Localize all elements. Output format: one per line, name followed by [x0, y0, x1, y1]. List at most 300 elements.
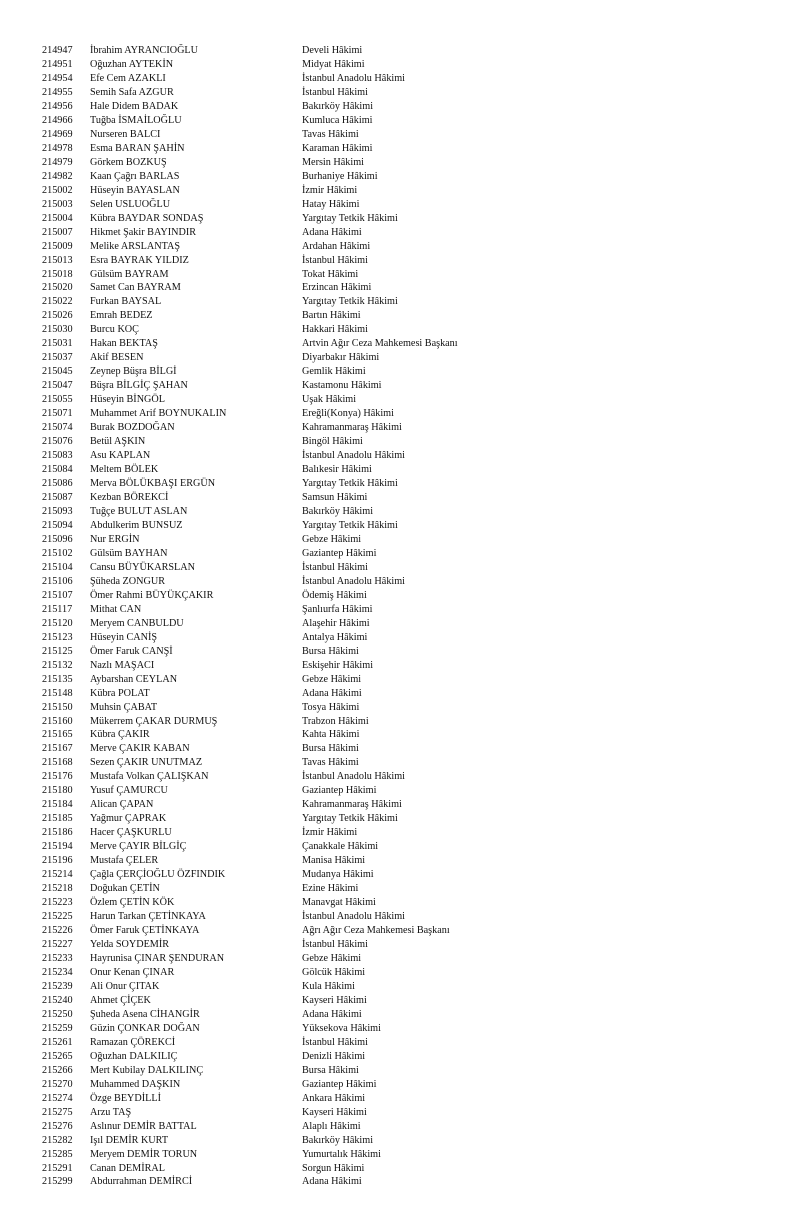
list-row: [0, 477, 798, 491]
list-row: [0, 184, 798, 198]
list-row: [0, 114, 798, 128]
assigned-position: Denizli Hâkimi: [302, 1050, 366, 1062]
list-row: [0, 812, 798, 826]
registry-number: 214951: [42, 58, 73, 70]
list-row: [0, 281, 798, 295]
assigned-position: Tosya Hâkimi: [302, 701, 360, 713]
assigned-position: Gölcük Hâkimi: [302, 966, 366, 978]
assigned-position: Tokat Hâkimi: [302, 268, 359, 280]
registry-number: 215009: [42, 240, 73, 252]
assigned-position: İstanbul Hâkimi: [302, 939, 368, 950]
assigned-position: Yargıtay Tetkik Hâkimi: [302, 212, 398, 224]
person-name: Tuğçe BULUT ASLAN: [90, 505, 188, 517]
list-row: [0, 379, 798, 393]
registry-number: 215186: [42, 827, 73, 839]
list-row: [0, 1162, 798, 1176]
person-name: Burcu KOÇ: [90, 324, 139, 336]
assigned-position: Bursa Hâkimi: [302, 645, 359, 657]
person-name: Ali Onur ÇITAK: [90, 980, 160, 992]
person-name: Yusuf ÇAMURCU: [90, 785, 168, 797]
registry-number: 215123: [42, 631, 73, 643]
person-name: Işıl DEMİR KURT: [90, 1134, 169, 1146]
registry-number: 215259: [42, 1022, 73, 1034]
registry-number: 214966: [42, 114, 73, 126]
registry-number: 215026: [42, 310, 73, 322]
person-name: Hikmet Şakir BAYINDIR: [90, 226, 197, 238]
list-row: [0, 505, 798, 519]
list-row: [0, 561, 798, 575]
registry-number: 215055: [42, 394, 73, 406]
list-row: [0, 784, 798, 798]
assigned-position: Ödemiş Hâkimi: [302, 589, 367, 601]
person-name: Gülsüm BAYHAN: [90, 547, 168, 559]
person-name: Canan DEMİRAL: [90, 1162, 165, 1174]
list-row: [0, 575, 798, 589]
registry-number: 215007: [42, 226, 73, 238]
person-name: Ahmet ÇİÇEK: [90, 994, 151, 1006]
registry-number: 214956: [42, 100, 73, 112]
person-name: Furkan BAYSAL: [90, 296, 162, 308]
list-row: [0, 1120, 798, 1134]
assigned-position: Diyarbakır Hâkimi: [302, 352, 380, 364]
assigned-position: Kayseri Hâkimi: [302, 1106, 367, 1118]
registry-number: 215150: [42, 701, 73, 713]
assigned-position: Yumurtalık Hâkimi: [302, 1148, 381, 1160]
list-row: [0, 589, 798, 603]
person-name: Görkem BOZKUŞ: [90, 156, 167, 168]
list-row: [0, 896, 798, 910]
list-row: [0, 1078, 798, 1092]
assigned-position: Gaziantep Hâkimi: [302, 1078, 377, 1090]
list-row: [0, 728, 798, 742]
assigned-position: Karaman Hâkimi: [302, 142, 373, 154]
list-row: [0, 868, 798, 882]
registry-number: 215218: [42, 883, 73, 895]
assigned-position: Antalya Hâkimi: [302, 631, 368, 643]
list-row: [0, 72, 798, 86]
assigned-position: İzmir Hâkimi: [302, 827, 358, 839]
registry-number: 215104: [42, 561, 73, 573]
registry-number: 215135: [42, 673, 73, 685]
list-row: [0, 938, 798, 952]
person-name: Hacer ÇAŞKURLU: [90, 827, 172, 839]
assigned-position: Gaziantep Hâkimi: [302, 547, 377, 559]
list-row: [0, 645, 798, 659]
list-row: [0, 1134, 798, 1148]
assigned-position: İzmir Hâkimi: [302, 184, 358, 196]
assigned-position: Develi Hâkimi: [302, 45, 363, 56]
person-name: Muhammed DAŞKIN: [90, 1078, 181, 1090]
person-name: Hüseyin BAYASLAN: [90, 184, 180, 196]
list-row: [0, 226, 798, 240]
assigned-position: Çanakkale Hâkimi: [302, 841, 379, 853]
person-name: Semih Safa AZGUR: [90, 86, 174, 98]
assigned-position: Bakırköy Hâkimi: [302, 100, 374, 112]
person-name: Özge BEYDİLLİ: [90, 1092, 162, 1104]
person-name: Mustafa ÇELER: [90, 855, 159, 867]
list-row: [0, 309, 798, 323]
person-name: Akif BESEN: [90, 352, 144, 364]
registry-number: 215030: [42, 324, 73, 336]
assigned-position: Ağrı Ağır Ceza Mahkemesi Başkanı: [302, 925, 450, 937]
person-name: Nazlı MAŞACI: [90, 659, 155, 671]
assigned-position: Ezine Hâkimi: [302, 883, 359, 895]
registry-number: 214954: [42, 72, 73, 84]
registry-number: 215265: [42, 1050, 73, 1062]
person-name: Büşra BİLGİÇ ŞAHAN: [90, 380, 188, 392]
assigned-position: İstanbul Anadolu Hâkimi: [302, 575, 405, 587]
person-name: Esra BAYRAK YILDIZ: [90, 254, 189, 266]
person-name: Muhsin ÇABAT: [90, 701, 158, 713]
assigned-position: İstanbul Hâkimi: [302, 86, 368, 98]
registry-number: 215074: [42, 422, 73, 434]
list-row: [0, 351, 798, 365]
list-row: [0, 924, 798, 938]
person-name: Hale Didem BADAK: [90, 100, 179, 112]
registry-number: 215168: [42, 757, 73, 769]
registry-number: 215285: [42, 1148, 73, 1160]
assigned-position: Mudanya Hâkimi: [302, 869, 374, 881]
list-row: [0, 86, 798, 100]
list-row: [0, 770, 798, 784]
assigned-position: Ereğli(Konya) Hâkimi: [302, 408, 394, 420]
assigned-position: Hatay Hâkimi: [302, 198, 360, 210]
list-row: [0, 254, 798, 268]
registry-number: 215223: [42, 897, 73, 909]
person-name: Gülsüm BAYRAM: [90, 268, 169, 280]
person-name: Merve ÇAYIR BİLGİÇ: [90, 841, 187, 853]
assigned-position: Eskişehir Hâkimi: [302, 659, 374, 671]
list-row: [0, 240, 798, 254]
list-row: [0, 840, 798, 854]
person-name: Ömer Faruk CANŞİ: [90, 645, 173, 657]
registry-number: 215087: [42, 492, 73, 503]
registry-number: 215160: [42, 715, 73, 727]
list-row: [0, 156, 798, 170]
registry-number: 215282: [42, 1134, 73, 1146]
assigned-position: Yargıtay Tetkik Hâkimi: [302, 478, 398, 490]
assigned-position: Midyat Hâkimi: [302, 58, 365, 70]
person-name: Burak BOZDOĞAN: [90, 422, 175, 434]
registry-number: 215047: [42, 380, 73, 392]
registry-number: 215031: [42, 338, 73, 350]
list-row: [0, 826, 798, 840]
person-name: Betül AŞKIN: [90, 436, 146, 448]
person-name: Aslınur DEMİR BATTAL: [90, 1120, 197, 1132]
list-row: [0, 673, 798, 687]
list-row: [0, 798, 798, 812]
registry-number: 215167: [42, 743, 73, 755]
registry-number: 215261: [42, 1036, 73, 1048]
list-row: [0, 994, 798, 1008]
assigned-position: Gebze Hâkimi: [302, 673, 362, 685]
person-name: Nur ERGİN: [90, 533, 140, 545]
assigned-position: Gaziantep Hâkimi: [302, 785, 377, 797]
list-row: [0, 603, 798, 617]
assigned-position: Kahramanmaraş Hâkimi: [302, 799, 402, 811]
list-row: [0, 701, 798, 715]
person-name: Nurseren BALCI: [90, 128, 161, 140]
assigned-position: Ardahan Hâkimi: [302, 240, 371, 252]
list-row: [0, 659, 798, 673]
person-name: Abdulkerim BUNSUZ: [90, 519, 183, 531]
person-name: Efe Cem AZAKLI: [90, 72, 166, 84]
assigned-position: Balıkesir Hâkimi: [302, 464, 372, 476]
assigned-position: Manavgat Hâkimi: [302, 897, 376, 909]
person-name: Mert Kubilay DALKILINÇ: [90, 1064, 204, 1076]
registry-number: 215132: [42, 659, 73, 671]
assigned-position: Yargıtay Tetkik Hâkimi: [302, 813, 398, 825]
list-row: [0, 128, 798, 142]
list-row: [0, 854, 798, 868]
assigned-position: Trabzon Hâkimi: [302, 715, 369, 727]
registry-number: 214947: [42, 45, 73, 56]
assigned-position: İstanbul Hâkimi: [302, 1036, 368, 1048]
assigned-position: Bursa Hâkimi: [302, 1064, 359, 1076]
registry-number: 215275: [42, 1106, 73, 1118]
assigned-position: Gemlik Hâkimi: [302, 366, 366, 378]
person-name: Yelda SOYDEMİR: [90, 939, 170, 950]
list-row: [0, 463, 798, 477]
assigned-position: Kayseri Hâkimi: [302, 994, 367, 1006]
list-row: [0, 407, 798, 421]
person-name: Kübra ÇAKIR: [90, 729, 150, 741]
list-row: [0, 1022, 798, 1036]
person-name: Mustafa Volkan ÇALIŞKAN: [90, 771, 209, 783]
registry-number: 215086: [42, 478, 73, 490]
person-name: Emrah BEDEZ: [90, 310, 153, 322]
registry-number: 215018: [42, 268, 73, 280]
person-name: Abdurrahman DEMİRCİ: [90, 1176, 193, 1188]
list-row: [0, 882, 798, 896]
registry-number: 215196: [42, 855, 73, 867]
person-name: Alican ÇAPAN: [90, 799, 154, 811]
person-name: Muhammet Arif BOYNUKALIN: [90, 408, 227, 420]
registry-number: 215180: [42, 785, 73, 797]
person-name: Meltem BÖLEK: [90, 464, 159, 476]
assigned-position: Yargıtay Tetkik Hâkimi: [302, 519, 398, 531]
person-name: Şüheda ZONGUR: [90, 575, 165, 587]
person-name: Kaan Çağrı BARLAS: [90, 170, 180, 182]
assigned-position: İstanbul Hâkimi: [302, 254, 368, 266]
person-name: Melike ARSLANTAŞ: [90, 240, 181, 252]
assigned-position: Kahramanmaraş Hâkimi: [302, 422, 402, 434]
person-name: Zeynep Büşra BİLGİ: [90, 366, 177, 378]
person-name: Ramazan ÇÖREKCİ: [90, 1036, 176, 1048]
list-row: [0, 519, 798, 533]
person-name: Güzin ÇONKAR DOĞAN: [90, 1022, 200, 1034]
registry-number: 215117: [42, 603, 73, 615]
person-name: Hayrunisa ÇINAR ŞENDURAN: [90, 952, 225, 964]
person-name: Cansu BÜYÜKARSLAN: [90, 561, 195, 573]
list-row: [0, 756, 798, 770]
assigned-position: Hakkari Hâkimi: [302, 324, 368, 336]
person-name: Merva BÖLÜKBAŞI ERGÜN: [90, 478, 216, 490]
registry-number: 215184: [42, 799, 73, 811]
registry-number: 215165: [42, 729, 73, 741]
list-row: [0, 449, 798, 463]
list-row: [0, 966, 798, 980]
person-name: Ömer Faruk ÇETİNKAYA: [90, 925, 200, 937]
list-row: [0, 44, 798, 58]
list-row: [0, 393, 798, 407]
list-row: [0, 1148, 798, 1162]
registry-number: 215214: [42, 869, 73, 881]
person-name: Sezen ÇAKIR UNUTMAZ: [90, 757, 203, 769]
person-name: Merve ÇAKIR KABAN: [90, 743, 190, 755]
list-row: [0, 1064, 798, 1078]
list-row: [0, 910, 798, 924]
person-name: Kübra BAYDAR SONDAŞ: [90, 212, 204, 224]
registry-number: 215185: [42, 813, 73, 825]
person-name: Asu KAPLAN: [90, 450, 151, 462]
registry-number: 214978: [42, 142, 73, 154]
list-row: [0, 1106, 798, 1120]
assigned-position: İstanbul Anadolu Hâkimi: [302, 450, 405, 462]
registry-number: 215045: [42, 366, 73, 378]
list-row: [0, 715, 798, 729]
registry-number: 215266: [42, 1064, 73, 1076]
assigned-position: Yüksekova Hâkimi: [302, 1022, 381, 1034]
assigned-position: Kahta Hâkimi: [302, 729, 360, 741]
assigned-position: Uşak Hâkimi: [302, 394, 357, 406]
person-name: Meryem DEMİR TORUN: [90, 1148, 198, 1160]
person-name: Oğuzhan DALKILIÇ: [90, 1050, 178, 1062]
registry-number: 215125: [42, 645, 73, 657]
list-row: [0, 952, 798, 966]
list-row: [0, 268, 798, 282]
list-row: [0, 980, 798, 994]
registry-number: 215002: [42, 184, 73, 196]
list-row: [0, 1050, 798, 1064]
assigned-position: Bursa Hâkimi: [302, 743, 359, 755]
person-name: Esma BARAN ŞAHİN: [90, 142, 185, 154]
assigned-position: Mersin Hâkimi: [302, 156, 364, 168]
person-name: Hüseyin BİNGÖL: [90, 394, 165, 406]
person-name: Çağla ÇERÇİOĞLU ÖZFINDIK: [90, 869, 226, 881]
list-row: [0, 212, 798, 226]
assigned-position: Adana Hâkimi: [302, 1008, 362, 1020]
registry-number: 215071: [42, 408, 73, 420]
registry-number: 215176: [42, 771, 73, 783]
person-name: Harun Tarkan ÇETİNKAYA: [90, 911, 206, 923]
registry-number: 215094: [42, 519, 73, 531]
registry-number: 215004: [42, 212, 73, 224]
person-name: Hüseyin CANİŞ: [90, 631, 158, 643]
registry-number: 214955: [42, 86, 73, 98]
list-row: [0, 533, 798, 547]
assigned-position: Adana Hâkimi: [302, 226, 362, 238]
list-row: [0, 1092, 798, 1106]
registry-number: 214969: [42, 128, 73, 140]
registry-number: 215239: [42, 980, 73, 992]
registry-number: 215233: [42, 952, 73, 964]
person-name: Şuheda Asena CİHANGİR: [90, 1008, 200, 1020]
registry-number: 215106: [42, 575, 73, 587]
registry-number: 215226: [42, 925, 73, 937]
list-row: [0, 631, 798, 645]
registry-number: 215084: [42, 464, 73, 476]
registry-number: 215194: [42, 841, 73, 853]
assigned-position: Yargıtay Tetkik Hâkimi: [302, 296, 398, 308]
person-name: Selen USLUOĞLU: [90, 198, 171, 210]
list-row: [0, 435, 798, 449]
list-row: [0, 1036, 798, 1050]
list-row: [0, 491, 798, 505]
registry-number: 215299: [42, 1176, 73, 1188]
registry-number: 215291: [42, 1162, 73, 1174]
assigned-position: İstanbul Anadolu Hâkimi: [302, 771, 405, 783]
registry-number: 215076: [42, 436, 73, 448]
registry-number: 215003: [42, 198, 73, 210]
registry-number: 215083: [42, 450, 73, 462]
list-row: [0, 1175, 798, 1189]
list-row: [0, 295, 798, 309]
registry-number: 215234: [42, 966, 73, 978]
person-name: Tuğba İSMAİLOĞLU: [90, 114, 182, 126]
registry-number: 215240: [42, 994, 73, 1006]
registry-number: 215225: [42, 911, 73, 923]
list-row: [0, 547, 798, 561]
assigned-position: Sorgun Hâkimi: [302, 1162, 365, 1174]
registry-number: 215102: [42, 547, 73, 559]
assigned-position: Bakırköy Hâkimi: [302, 1134, 374, 1146]
assigned-position: İstanbul Hâkimi: [302, 561, 368, 573]
assigned-position: Artvin Ağır Ceza Mahkemesi Başkanı: [302, 338, 458, 350]
registry-number: 215120: [42, 617, 73, 629]
assigned-position: Kula Hâkimi: [302, 980, 355, 992]
assigned-position: Gebze Hâkimi: [302, 533, 362, 545]
assigned-position: İstanbul Anadolu Hâkimi: [302, 72, 405, 84]
person-name: Samet Can BAYRAM: [90, 282, 181, 294]
registry-number: 214979: [42, 156, 73, 168]
person-name: İbrahim AYRANCIOĞLU: [90, 45, 199, 56]
assigned-position: Adana Hâkimi: [302, 1176, 362, 1188]
list-row: [0, 365, 798, 379]
person-name: Özlem ÇETİN KÖK: [90, 897, 175, 909]
assigned-position: Manisa Hâkimi: [302, 855, 366, 867]
list-row: [0, 1008, 798, 1022]
assigned-position: İstanbul Anadolu Hâkimi: [302, 911, 405, 923]
assigned-position: Tavas Hâkimi: [302, 757, 359, 769]
person-name: Doğukan ÇETİN: [90, 883, 160, 895]
registry-number: 215276: [42, 1120, 73, 1132]
assigned-position: Kastamonu Hâkimi: [302, 380, 382, 392]
registry-number: 215148: [42, 687, 73, 699]
assigned-position: Bartın Hâkimi: [302, 310, 361, 322]
list-row: [0, 100, 798, 114]
list-row: [0, 323, 798, 337]
assigned-position: Tavas Hâkimi: [302, 128, 359, 140]
registry-number: 215093: [42, 505, 73, 517]
person-name: Mithat CAN: [90, 603, 142, 615]
registry-number: 215250: [42, 1008, 73, 1020]
list-row: [0, 687, 798, 701]
assigned-position: Bingöl Hâkimi: [302, 436, 363, 448]
assigned-position: Ankara Hâkimi: [302, 1092, 366, 1104]
person-name: Arzu TAŞ: [90, 1106, 132, 1118]
appointment-list: [0, 44, 798, 1189]
person-name: Aybarshan CEYLAN: [90, 673, 178, 685]
assigned-position: Erzincan Hâkimi: [302, 282, 372, 294]
registry-number: 215227: [42, 939, 73, 950]
list-row: [0, 617, 798, 631]
registry-number: 215013: [42, 254, 73, 266]
list-row: [0, 742, 798, 756]
registry-number: 215037: [42, 352, 73, 364]
registry-number: 215270: [42, 1078, 73, 1090]
registry-number: 215096: [42, 533, 73, 545]
